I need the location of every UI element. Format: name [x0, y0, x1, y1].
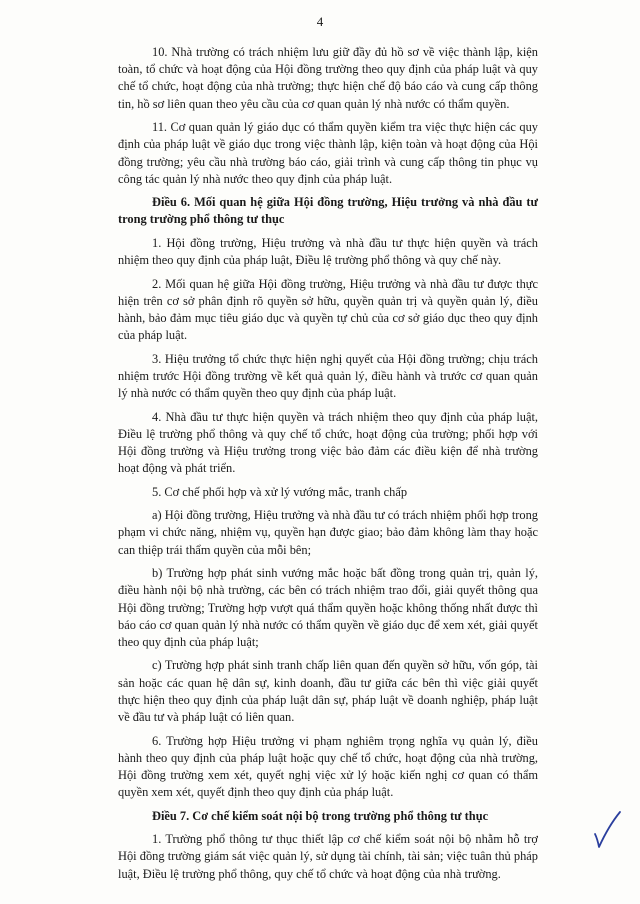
- paragraph-article-6-item-6: 6. Trường hợp Hiệu trưởng vi phạm nghiêm trọng nghĩa vụ quản lý, điều hành theo quy định của pháp luật hoặc quy chế tổ chức, hoạt động của nhà trường, Hội đồng trường xem xét, quyết nghị việc xử lý hoặc kiến nghị cơ quan có thẩm quyền xem xét, quyết định theo quy định của pháp luật.: [118, 733, 538, 800]
- paragraph-article-6-item-4: 4. Nhà đầu tư thực hiện quyền và trách nhiệm theo quy định của pháp luật, Điều lệ trường phổ thông và quy chế tổ chức, hoạt động của trường; phối hợp với Hội đồng trường và Hiệu trưởng trong việc bảo đảm các điều kiện để nhà trường hoạt động và phát triển.: [118, 409, 538, 476]
- article-6-heading: Điều 6. Mối quan hệ giữa Hội đồng trường, Hiệu trưởng và nhà đầu tư trong trường phổ thông tư thục: [118, 195, 538, 227]
- paragraph-article-6-item-1: 1. Hội đồng trường, Hiệu trưởng và nhà đầu tư thực hiện quyền và trách nhiệm theo quy định của pháp luật, Điều lệ trường phổ thông và quy chế này.: [118, 235, 538, 268]
- paragraph-clause-11: 11. Cơ quan quản lý giáo dục có thẩm quyền kiểm tra việc thực hiện các quy định của pháp luật về giáo dục trong việc thành lập, kiện toàn và hoạt động của Hội đồng trường; yêu cầu nhà trường báo cáo, giải trình và cung cấp thông tin phục vụ công tác quản lý nhà nước theo quy định của pháp luật.: [118, 120, 538, 186]
- paragraph-article-6-item-2: 2. Mối quan hệ giữa Hội đồng trường, Hiệu trưởng và nhà đầu tư được thực hiện trên cơ sở phân định rõ quyền sở hữu, quyền quản trị và quyền quản lý, điều hành, bảo đảm mục tiêu giáo dục và quyền tự chủ của cơ sở giáo dục theo quy định của pháp luật.: [118, 276, 538, 343]
- paragraph-article-6-item-5a: a) Hội đồng trường, Hiệu trưởng và nhà đầu tư có trách nhiệm phối hợp trong phạm vi chức năng, nhiệm vụ, quyền hạn được giao; bảo đảm không làm thay hoặc can thiệp trái thẩm quyền của mỗi bên;: [118, 508, 538, 557]
- document-body: [118, 44, 538, 889]
- paragraph-article-6-item-3: 3. Hiệu trưởng tổ chức thực hiện nghị quyết của Hội đồng trường; chịu trách nhiệm trước Hội đồng trường về kết quả quản lý, điều hành và trước cơ quan quản lý nhà nước có thẩm quyền theo quy định của pháp luật.: [118, 351, 538, 401]
- page-number: 4: [316, 14, 324, 29]
- paragraph-article-6-item-5: 5. Cơ chế phối hợp và xử lý vướng mắc, tranh chấp: [152, 484, 408, 499]
- article-7-heading: Điều 7. Cơ chế kiểm soát nội bộ trong trường phổ thông tư thục: [152, 808, 489, 823]
- checkmark-icon: [592, 808, 622, 850]
- paragraph-article-7-item-1: 1. Trường phổ thông tư thục thiết lập cơ chế kiểm soát nội bộ nhằm hỗ trợ Hội đồng trường giám sát việc quản lý, sử dụng tài chính, tài sản; việc tuân thủ pháp luật, Điều lệ trường phổ thông, quy chế tổ chức và hoạt động của nhà trường.: [118, 832, 538, 881]
- paragraph-article-6-item-5c: c) Trường hợp phát sinh tranh chấp liên quan đến quyền sở hữu, vốn góp, tài sản hoặc các quan hệ dân sự, kinh doanh, đầu tư giữa các bên thì việc giải quyết thực hiện theo quy định của pháp luật dân sự, pháp luật về doanh nghiệp, pháp luật về đầu tư và pháp luật có liên quan.: [118, 658, 538, 725]
- paragraph-article-6-item-5b: b) Trường hợp phát sinh vướng mắc hoặc bất đồng trong quản trị, quản lý, điều hành nội bộ nhà trường, các bên có trách nhiệm trao đổi, giải quyết thông qua Hội đồng trường; Trường hợp vượt quá thẩm quyền hoặc không thống nhất được thì báo cáo cơ quan quản lý nhà nước có thẩm quyền về giáo dục để xem xét, giải quyết theo quy định của pháp luật;: [118, 566, 538, 649]
- paragraph-clause-10: 10. Nhà trường có trách nhiệm lưu giữ đầy đủ hồ sơ về việc thành lập, kiện toàn, tổ chức và hoạt động của Hội đồng trường theo quy định của pháp luật và quy chế tổ chức, hoạt động của nhà trường; thực hiện chế độ báo cáo và cung cấp thông tin, hồ sơ liên quan theo yêu cầu của cơ quan quản lý nhà nước có thẩm quyền.: [118, 45, 538, 111]
